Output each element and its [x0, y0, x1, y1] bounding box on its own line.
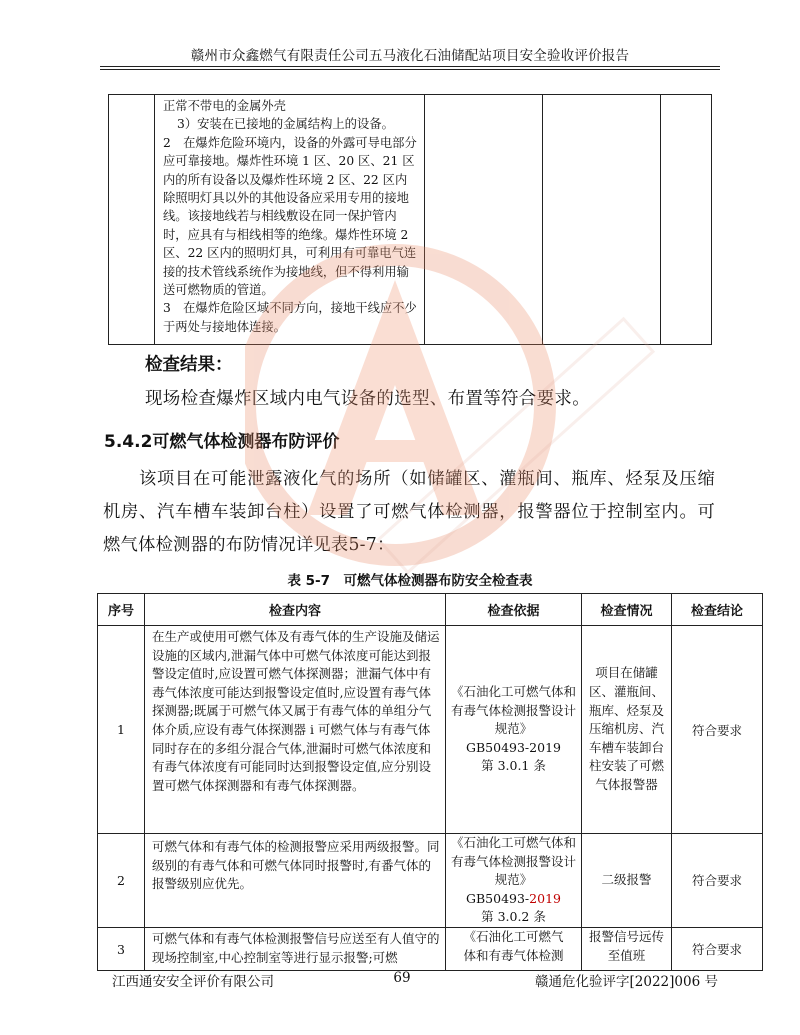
column-header: 检查依据	[446, 594, 582, 626]
continuation-content	[155, 95, 425, 345]
table-row	[98, 626, 763, 834]
content-line: 3）安装在已接地的金属结构上的设备。	[177, 117, 394, 132]
basis-title: 《石油化工可燃气体和有毒气体检测报警设计规范》	[450, 684, 576, 737]
basis-title: 《石油化工可燃气	[463, 928, 564, 944]
basis-title: 体和有毒气体检测	[463, 947, 564, 963]
page-header: 赣州市众鑫燃气有限责任公司五马液化石油储配站项目安全验收评价报告	[190, 48, 630, 64]
check-content: 可燃气体和有毒气体检测报警信号应送至有人值守的现场控制室,中心控制室等进行显示报警;可燃	[145, 927, 446, 970]
continuation-table	[108, 94, 712, 345]
basis-code: GB50493-2019	[466, 739, 561, 755]
row-number: 3	[98, 927, 145, 970]
content-line: 2 在爆炸危险环境内，设备的外露可导电部分应可靠接地。爆炸性环境 1 区、20 区、21 区内的所有设备以及爆炸性环境 2 区、22 区内除照明灯具以外的其他设备应采用专用的接地线。该接地线若与相线敷设在同一保护管内时，应具有与相线相等的绝缘。爆炸性环境 2 区、22 区内的照明灯具，可利用有可靠电气连接的技术管线系统作为接地线，但不得利用输送可燃物质的管道。	[163, 135, 417, 298]
check-status: 二级报警	[582, 834, 672, 928]
page-number: 69	[393, 970, 411, 986]
document-number: 赣通危化验评字[2022]006 号	[535, 974, 718, 990]
inspection-result-text: 现场检查爆炸区域内电气设备的选型、布置等符合要求。	[145, 389, 590, 409]
basis-code: GB50493-2019	[466, 890, 561, 906]
footer-company: 江西通安安全评价有限公司	[112, 974, 274, 990]
column-header: 检查内容	[145, 594, 446, 626]
detector-check-table	[97, 593, 763, 971]
check-basis	[446, 626, 582, 834]
check-content: 可燃气体和有毒气体的检测报警应采用两级报警。同级别的有毒气体和可燃气体同时报警时,有番气体的报警级别应优先。	[145, 834, 446, 928]
row-number: 1	[98, 626, 145, 834]
basis-clause: 第 3.0.1 条	[481, 758, 546, 774]
row-number: 2	[98, 834, 145, 928]
basis-title: 《石油化工可燃气体和有毒气体检测报警设计规范》	[450, 835, 576, 888]
column-header: 序号	[98, 594, 145, 626]
check-status: 报警信号远传至值班	[582, 927, 672, 970]
body-paragraph: 该项目在可能泄露液化气的场所（如储罐区、灌瓶间、瓶库、烃泵及压缩机房、汽车槽车装卸台柱）设置了可燃气体检测器，报警器位于控制室内。可燃气体检测器的布防情况详见表5-7：	[103, 469, 715, 555]
check-result: 符合要求	[672, 626, 763, 834]
table-caption: 表 5-7 可燃气体检测器布防安全检查表	[287, 573, 533, 589]
check-basis	[446, 927, 582, 970]
check-result: 符合要求	[672, 927, 763, 970]
basis-year-highlight: 2019	[529, 890, 561, 906]
inspection-result-title: 检查结果：	[145, 355, 233, 375]
check-status: 项目在储罐区、灌瓶间、瓶库、烃泵及压缩机房、汽车槽车装卸台柱安装了可燃气体报警器	[582, 626, 672, 834]
table-row	[98, 927, 763, 970]
column-header: 检查情况	[582, 594, 672, 626]
table-row	[98, 834, 763, 928]
check-content: 在生产或使用可燃气体及有毒气体的生产设施及储运设施的区域内,泄漏气体中可燃气体浓度可能达到报警设定值时,应设置可燃气体探测器；泄漏气体中有毒气体浓度可能达到报警设定值时,应设置有毒气体探测器;既属于可燃气体又属于有毒气体的单组分气体介质,应设有毒气体探测器 i 可燃气体与有毒气体同时存在的多组分混合气体,泄漏时可燃气体浓度和有毒气体浓度有可能同时达到报警设定值,应分别设置可燃气体探测器和有毒气体探测器。	[145, 626, 446, 834]
table-header-row	[98, 594, 763, 626]
table-row	[109, 95, 712, 345]
content-line: 3 在爆炸危险区域不同方向，接地干线应不少于两处与接地体连接。	[163, 301, 417, 334]
content-line: 正常不带电的金属外壳	[163, 99, 286, 113]
section-heading: 5.4.2可燃气体检测器布防评价	[104, 432, 340, 452]
header-rule-thin	[100, 69, 720, 70]
basis-clause: 第 3.0.2 条	[481, 909, 546, 925]
check-result: 符合要求	[672, 834, 763, 928]
check-basis	[446, 834, 582, 928]
column-header: 检查结论	[672, 594, 763, 626]
header-rule	[100, 66, 720, 67]
